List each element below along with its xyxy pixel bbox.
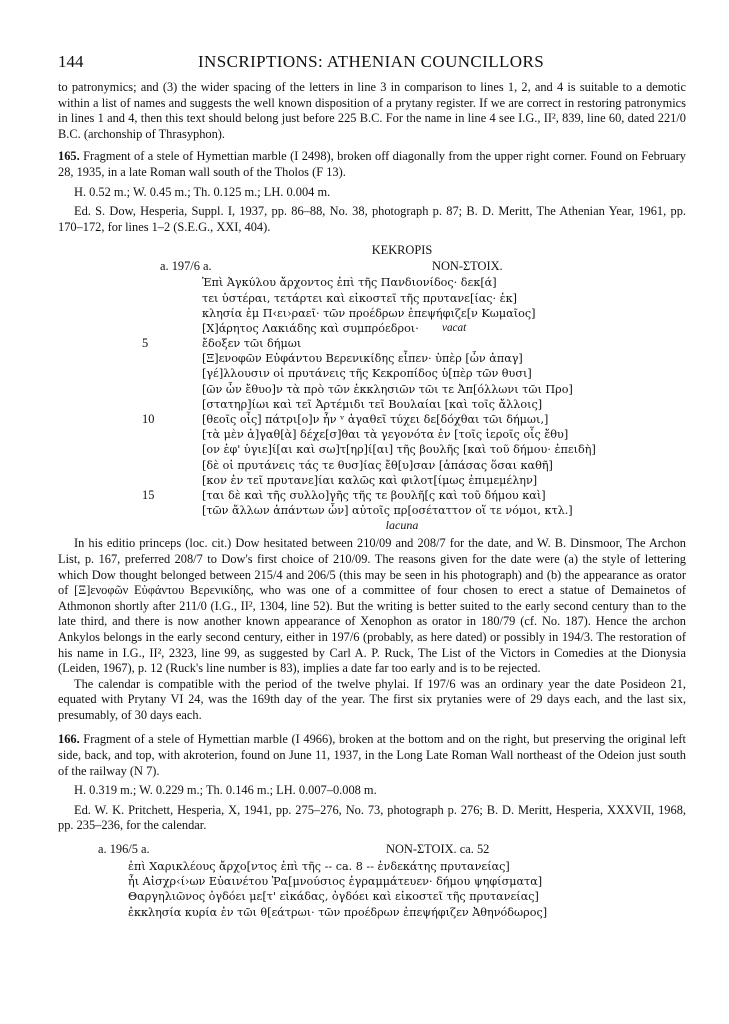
inscription-166-date: a. 196/5 a. — [98, 842, 150, 857]
inscription-166 — [98, 842, 678, 920]
inscription-line — [142, 397, 602, 412]
entry-166-description — [58, 732, 686, 779]
inscription-line — [142, 321, 602, 336]
running-header — [58, 52, 686, 80]
inscription-line: ἐπὶ Χαρικλέους ἄρχο[ντος ἐπὶ τῆς -- ca. 8 -- ἑνδεκάτης πρυτανείας] — [128, 860, 510, 874]
line-text: [θεοῖς οἷς] πάτρι[ο]ν ἦν ᵛ ἀγαθεῖ τύχει δε[δόχθαι τῶι δήμωι,] — [202, 413, 549, 427]
inscription-165 — [142, 241, 602, 533]
line-text: [Χ]άρητος Λακιάδης καὶ συμπρόεδροι· — [202, 321, 419, 335]
inscription-165-header — [142, 259, 602, 275]
inscription-line: Θαργηλιῶνος ὀγδόει με[τ' εἰκάδας, ὀγδόει καὶ εἰκοστεῖ τῆς πρυτανείας] — [128, 890, 539, 904]
line-text: [στατηρ]ίωι καὶ τεῖ Ἀρτέμιδι τεῖ Βουλαίαι [καὶ τοῖς ἄλλοις] — [202, 397, 543, 411]
inscription-line — [142, 291, 602, 306]
line-text: [δὲ οἱ πρυτάνεις τάς τε θυσ]ίας ἔθ[υ]σαν [ἁπάσας ὅσαι καθῆ] — [202, 458, 553, 472]
line-text: [ον ἐφ' ὑγιε]ί[αι καὶ σω]τ[ηρ]ί[αι] τῆς βουλῆς [καὶ τοῦ δήμου· ἐπειδὴ] — [202, 443, 596, 457]
inscription-line: ἐκκλησία κυρία ἐν τῶι θ[εάτρωι· τῶν προέδρων ἐπεψήφιζεν Ἀθηνόδωρος] — [128, 905, 548, 919]
entry-166-edition: Ed. W. K. Pritchett, Hesperia, X, 1941, pp. 275–276, No. 73, photograph p. 276; B. D. Meritt, Hesperia, XXXVII, 1968, pp. 235–236, for the calendar. — [58, 802, 686, 833]
entry-165-description — [58, 149, 686, 180]
inscription-line — [142, 427, 602, 442]
inscription-line — [142, 412, 602, 427]
inscription-line — [142, 306, 602, 321]
inscription-line — [142, 351, 602, 366]
line-text: Ἐπὶ Ἀγκύλου ἄρχοντος ἐπὶ τῆς Πανδιονίδος· δεκ[ά] — [202, 276, 497, 290]
inscription-line — [142, 442, 602, 457]
line-text: [γέ]λλουσιν οἱ πρυτάνεις τῆς Κεκροπίδος ὑ[πὲρ τῶν θυσι] — [202, 367, 532, 381]
inscription-line — [142, 458, 602, 473]
inscription-line: ἧι Αἰσχρ‹ί›ων Εὐαινέτου Ῥα[μνούσιος ἐγραμμάτευεν· δήμου ψηφίσματα] — [128, 875, 543, 889]
entry-166-number: 166. — [58, 732, 80, 747]
line-text: [ῶν ὧν ἔθυο]ν τὰ πρὸ τῶν ἐκκλησιῶν τῶι τε Ἀπ[όλλωνι τῶι Προ] — [202, 382, 573, 396]
entry-165-commentary-1: In his editio princeps (loc. cit.) Dow hesitated between 210/09 and 208/7 for the date, and W. B. Dinsmoor, The Archon List, p. 167, preferred 208/7 to Dow's first choice of 210/09. The reasons given for the date were (a) the style of lettering which Dow thought belonged between 215/4 and 206/5 (this may be seen in his photograph) and (b) the appearance as orator of [Ξ]ενοφῶν Εὐφάντου Βερενικίδης, who was one of a committee of four chosen to erect a statue of Demainetos of Athmonon shortly after 211/0 (I.G., II², 1304, line 52). But the writing is better suited to the early second century than to the late third, and there is now another known appearance of Xenophon as orator in 180/79 (cf. No. 187). Hence the archon Ankylos belongs in the early second century, either in 197/6 (probably, as here dated) or possibly in 194/3. The restoration of his name in I.G., II², 2323, line 99, as suggested by Carl A. P. Ruck, The List of the Victors in Comedies at the Dionysia (Leiden, 1967), p. 12 (Ruck's line number is 83), implies a date far too early and is to be rejected. — [58, 536, 686, 676]
line-text: [κον ἐν τεῖ πρυτανε]ίαι καλῶς καὶ φιλοτ[ίμως ἐπιμεμέλην] — [202, 473, 538, 487]
line-text: ἔδοξεν τῶι δήμωι — [202, 337, 302, 351]
inscription-line — [142, 473, 602, 488]
line-number: 5 — [142, 336, 149, 351]
inscription-line — [142, 503, 602, 518]
entry-165-edition: Ed. S. Dow, Hesperia, Suppl. I, 1937, pp. 86–88, No. 38, photograph p. 87; B. D. Meritt, The Athenian Year, 1961, pp. 170–172, for lines 1–2 (S.E.G., XXI, 404). — [58, 204, 686, 234]
running-title: INSCRIPTIONS: ATHENIAN COUNCILLORS — [198, 52, 545, 71]
page-number: 144 — [58, 52, 84, 71]
line-text: [ται δὲ καὶ τῆς συλλο]γῆς τῆς τε βουλῆ[ς καὶ τοῦ δήμου καὶ] — [202, 488, 546, 502]
page — [58, 52, 686, 920]
inscription-line — [142, 366, 602, 381]
intro-paragraph: to patronymics; and (3) the wider spacing of the letters in line 3 in comparison to lines 1, 2, and 4 is suitable to a demotic within a list of names and suggests the well known disposition of a prytany register. If we are correct in restoring patronymics in lines 1 and 4, then this text should belong just before 225 B.C. For the name in line 4 see I.G., II², 839, line 60, dated 221/0 B.C. (archonship of Thrasyphon). — [58, 80, 686, 141]
entry-166-desc-text: Fragment of a stele of Hymettian marble (I 4966), broken at the bottom and on the right, but preserving the original left side, back, and top, with akroterion, found on June 11, 1937, in the Long Late Roman Wall northeast of the Odeion just south of the railway (N 7). — [58, 732, 686, 778]
line-text: κλησία ἐμ Π‹ει›ραεῖ· τῶν προέδρων ἐπεψήφιζε[ν Κωμαῖος] — [202, 306, 536, 320]
lacuna-marker: lacuna — [385, 518, 419, 533]
entry-165-dimensions: H. 0.52 m.; W. 0.45 m.; Th. 0.125 m.; LH. 0.004 m. — [74, 184, 331, 199]
inscription-line — [142, 275, 602, 290]
inscription-166-header — [98, 842, 678, 859]
entry-166-dimensions: H. 0.319 m.; W. 0.229 m.; Th. 0.146 m.; LH. 0.007–0.008 m. — [74, 783, 377, 798]
tribe-heading: KEKROPIS — [371, 243, 433, 258]
inscription-165-date: a. 197/6 a. — [160, 259, 212, 274]
inscription-166-lines — [98, 859, 678, 920]
inscription-line — [142, 488, 602, 503]
line-text: [τῶν ἄλλων ἁπάντων ὧν] αὐτοῖς πρ[οσέταττον οἵ τε νόμοι, κτλ.] — [202, 504, 573, 518]
vacat-marker: vacat — [442, 321, 467, 334]
entry-165-desc-text: Fragment of a stele of Hymettian marble (I 2498), broken off diagonally from the upper right corner. Found on February 28, 1935, in a late Roman wall south of the Tholos (F 13). — [58, 149, 686, 179]
inscription-166-stoich: NON-ΣΤΟΙΧ. ca. 52 — [386, 842, 490, 857]
inscription-line — [142, 336, 602, 351]
inscription-line — [142, 382, 602, 397]
entry-165-commentary-2: The calendar is compatible with the period of the twelve phylai. If 197/6 was an ordinary year the date Posideon 21, equated with Prytany VI 24, was the 169th day of the year. The first six prytanies were of 29 days each, and the last six, presumably, of 30 days each. — [58, 676, 686, 722]
line-number: 15 — [142, 487, 155, 502]
line-text: τει ὑστέραι, τετάρτει καὶ εἰκοστεῖ τῆς πρυτανε[ίας· ἐκ] — [202, 291, 518, 305]
entry-165-number: 165. — [58, 149, 80, 164]
line-text: [Ξ]ενοφῶν Εὐφάντου Βερενικίδης εἶπεν· ὑπὲρ [ὧν ἀπαγ] — [202, 352, 523, 366]
inscription-165-stoich: NON-ΣΤΟΙΧ. — [432, 259, 503, 274]
line-text: [τὰ μὲν ἀ]γαθ[ὰ] δέχε[σ]θαι τὰ γεγονότα ἐν [τοῖς ἱεροῖς οἷς ἔθυ] — [202, 428, 569, 442]
inscription-165-lines — [142, 275, 602, 518]
line-number: 10 — [142, 412, 155, 427]
